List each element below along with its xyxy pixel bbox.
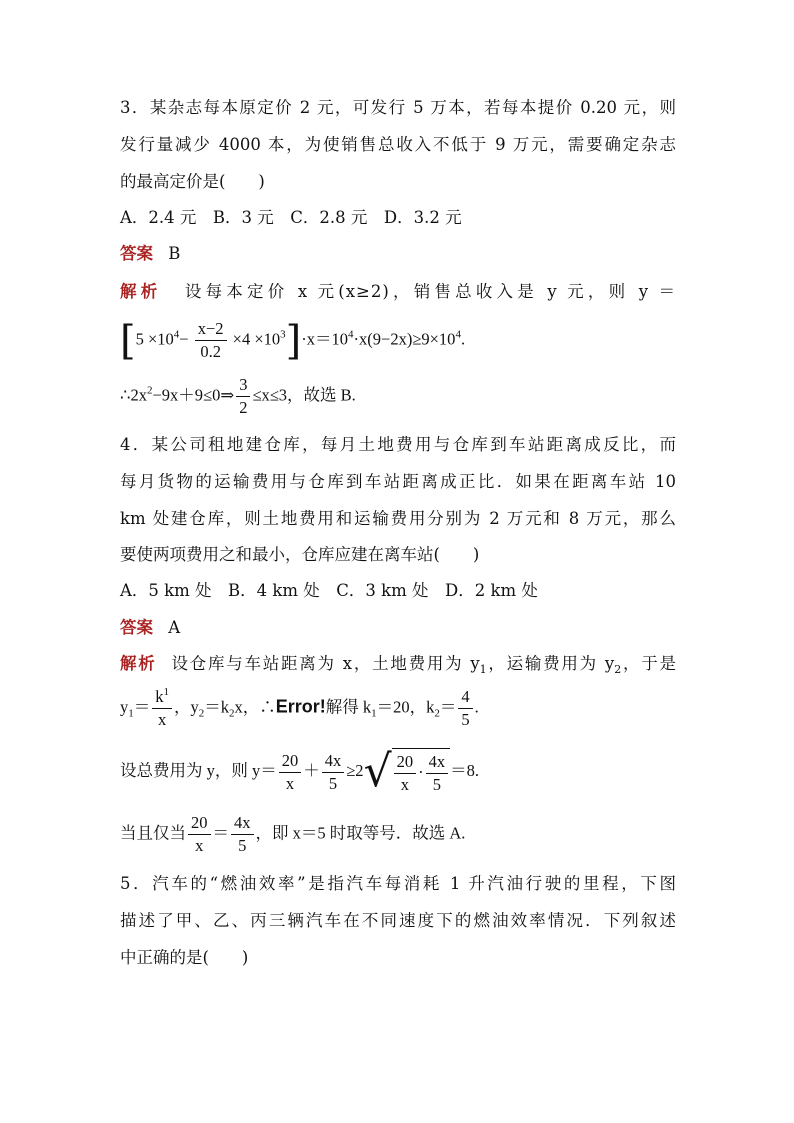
fraction [195, 318, 227, 363]
eq1-y: y [120, 697, 129, 717]
q4-line-1: 4．某公司租地建仓库，每月土地费用与仓库到车站距离成反比，而 [120, 435, 676, 454]
eq1-fraction [152, 686, 172, 731]
analysis-text-a: 设仓库与车站距离为 x，土地费用为 y [171, 654, 480, 673]
square-root [364, 748, 451, 796]
eq1-k: k [155, 687, 164, 706]
q4-eq2 [120, 748, 676, 802]
q4-analysis-row [120, 652, 676, 676]
eq1-mid: ，y [174, 697, 199, 717]
q4-options: A．5 km 处 B．4 km 处 C．3 km 处 D．2 km 处 [120, 581, 538, 600]
eq1-solve3: ＝ [439, 697, 457, 717]
eq1-k-sup: 1 [163, 686, 169, 698]
eq1-fraction-2 [458, 686, 472, 731]
eq1-k2-sub: 2 [229, 707, 235, 720]
q4-answer-value: A [168, 618, 181, 637]
conclusion-fraction [236, 374, 250, 419]
conclusion-pre: ∴2x [120, 385, 147, 405]
q3-answer-row [120, 242, 676, 266]
formula-end: . [460, 329, 466, 349]
eq2-ge: ≥2 [346, 760, 364, 780]
q4-line-3: km 处建仓库，则土地费用和运输费用分别为 2 万元和 8 万元，那么 [120, 509, 676, 528]
eq1-fraction-denominator: x [158, 710, 167, 729]
q4-line-2: 每月货物的运输费用与仓库到车站距离成正比．如果在距离车站 10 [120, 472, 676, 491]
radical-sign: √ [363, 746, 392, 797]
eq1-y2-sub: 2 [198, 707, 205, 720]
formula-term-a: 5 ×10 [135, 329, 174, 349]
q3-options: A．2.4 元 B．3 元 C．2.8 元 D．3.2 元 [120, 208, 462, 227]
radicand-fraction-1 [394, 751, 417, 796]
q4-eq1 [120, 686, 676, 736]
q3-analysis-text: 设每本定价 x 元(x≥2)，销售总收入是 y 元，则 y ＝ [184, 282, 677, 301]
fraction-numerator: x−2 [195, 318, 227, 341]
q5-line-3: 中正确的是( ) [120, 948, 249, 967]
q3-answer-value: B [168, 244, 181, 263]
eq2-fraction-2-numerator: 4x [322, 750, 345, 773]
eq1-k1-sub: 1 [371, 707, 377, 720]
eq1-fraction-2-denominator: 5 [461, 710, 470, 729]
analysis-text-b: ，运输费用为 y [486, 654, 615, 673]
eq3-fraction-1 [188, 812, 211, 857]
eq1-mid2: ＝k [204, 697, 229, 717]
eq3-fraction-1-denominator: x [195, 836, 204, 855]
eq2-fraction-2 [322, 750, 345, 795]
radicand-fraction-1-denominator: x [400, 775, 409, 794]
q4-analysis-text [171, 654, 677, 676]
eq2-fraction-1-numerator: 20 [279, 750, 302, 773]
eq2-end: ＝8. [450, 760, 479, 780]
eq3-fraction-2-numerator: 4x [231, 812, 254, 835]
radicand-fraction-2 [426, 751, 449, 796]
eq1-y-sub: 1 [128, 707, 134, 720]
conclusion-fraction-numerator: 3 [236, 374, 250, 397]
formula-rest2-exp: 4 [455, 328, 461, 341]
eq3-pre: 当且仅当 [120, 823, 186, 843]
conclusion-fraction-denominator: 2 [239, 398, 248, 417]
formula-rest2: ·x(9−2x)≥9×10 [353, 329, 456, 349]
eq1-k2b-sub: 2 [434, 707, 440, 720]
conclusion-pre-exp: 2 [147, 384, 153, 397]
q4-answer-row [120, 616, 676, 640]
right-bracket: ] [285, 317, 302, 364]
radicand-dot: · [418, 762, 424, 782]
q4-eq3 [120, 812, 676, 864]
eq1-end: . [474, 697, 479, 717]
eq2-fraction-2-denominator: 5 [328, 773, 338, 793]
q3-conclusion [120, 374, 676, 422]
formula-minus: − [179, 329, 189, 349]
q5-line-1: 5．汽车的“燃油效率”是指汽车每消耗 1 升汽油行驶的里程，下图 [120, 874, 676, 893]
formula-term-b-exp: 3 [280, 328, 286, 341]
eq1-mid3: x，∴ [234, 697, 276, 717]
eq1-solve2: ＝20，k [376, 697, 435, 717]
eq2-fraction-1 [279, 750, 302, 795]
eq1-solve: 解得 k [325, 697, 372, 717]
radicand-fraction-2-numerator: 4x [426, 751, 449, 774]
conclusion-post: ≤x≤3，故选 B. [252, 385, 356, 405]
radicand-fraction-2-denominator: 5 [432, 775, 441, 794]
analysis-sub-2: 2 [614, 663, 622, 676]
q5-line-2: 描述了甲、乙、丙三辆汽车在不同速度下的燃油效率情况．下列叙述 [120, 911, 676, 930]
radicand-fraction-1-numerator: 20 [394, 751, 417, 774]
eq1-eq: ＝ [133, 697, 151, 717]
analysis-text-c: ，于是 [621, 654, 677, 673]
q3-line-2: 发行量减少 4000 本，为使销售总收入不低于 9 万元，需要确定杂志 [120, 135, 676, 154]
q3-line-1: 3．某杂志每本原定价 2 元，可发行 5 万本，若每本提价 0.20 元，则 [120, 98, 676, 117]
q4-analysis-label: 解析 [120, 654, 157, 673]
eq3-fraction-2-denominator: 5 [238, 836, 247, 855]
eq3-fraction-1-numerator: 20 [188, 812, 211, 835]
conclusion-mid: −9x＋9≤0⇒ [152, 385, 235, 405]
eq3-fraction-2 [231, 812, 254, 857]
q3-answer-label: 答案 [120, 244, 153, 263]
formula-rest: ·x＝10 [301, 329, 349, 349]
formula-rest-exp: 4 [348, 328, 354, 341]
eq2-fraction-1-denominator: x [285, 773, 295, 793]
radicand [392, 748, 451, 796]
formula-term-a-exp: 4 [173, 328, 180, 341]
eq1-fraction-2-numerator: 4 [458, 686, 472, 709]
q3-analysis-label: 解析 [120, 282, 162, 301]
q4-line-4: 要使两项费用之和最小，仓库应建在离车站( ) [120, 545, 480, 564]
eq3-eq: ＝ [212, 823, 229, 843]
eq1-fraction-numerator [152, 686, 172, 709]
analysis-sub-1: 1 [479, 663, 487, 676]
q3-line-3: 的最高定价是( ) [120, 172, 265, 191]
formula-term-b: ×4 ×10 [232, 329, 281, 349]
error-text: Error! [275, 696, 326, 717]
fraction-denominator: 0.2 [200, 342, 221, 361]
eq3-post: ，即 x＝5 时取等号．故选 A. [255, 823, 466, 843]
q3-analysis-row [120, 280, 676, 304]
eq2-pre: 设总费用为 y，则 y＝ [120, 760, 277, 780]
left-bracket: [ [120, 317, 136, 364]
eq2-plus: ＋ [303, 760, 320, 780]
q4-answer-label: 答案 [120, 618, 153, 637]
q3-formula [120, 318, 676, 368]
